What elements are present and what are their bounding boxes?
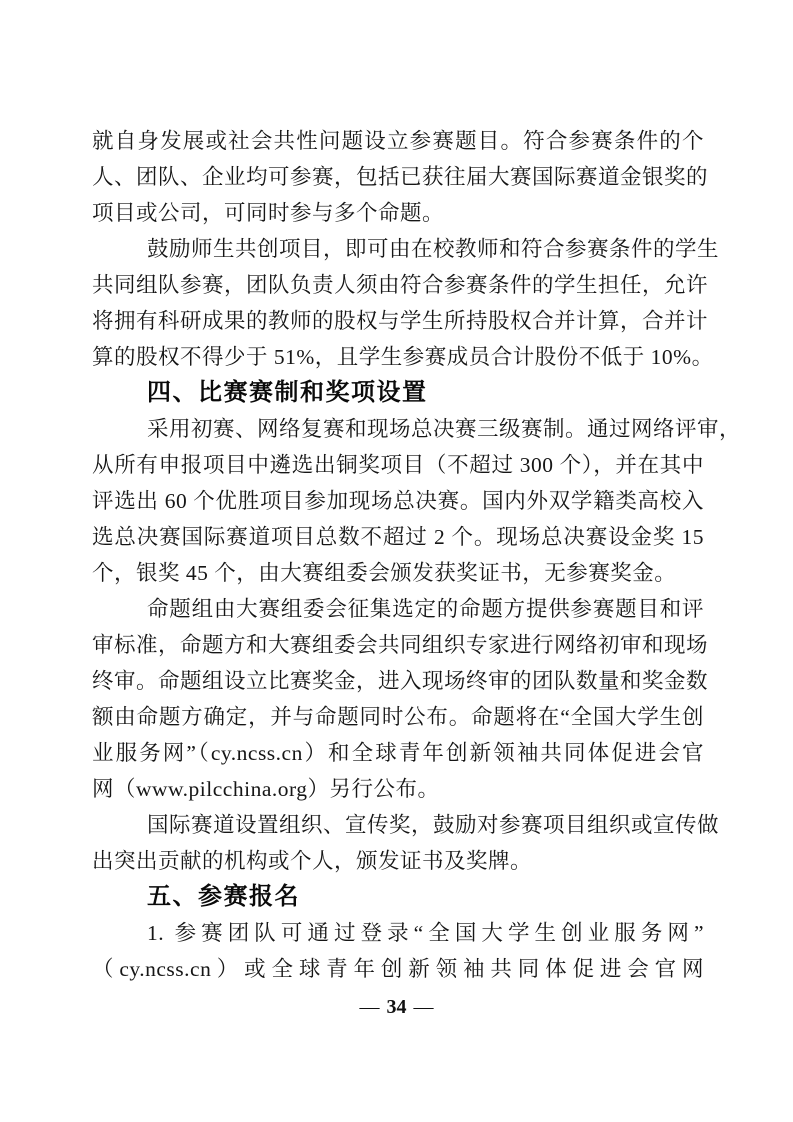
text-line: 就自身发展或社会共性问题设立参赛题目。符合参赛条件的个 (92, 129, 704, 153)
paragraph (92, 411, 742, 591)
text-line: 国际赛道设置组织、宣传奖，鼓励对参赛项目组织或宣传做 (147, 813, 720, 837)
text-line: 将拥有科研成果的教师的股权与学生所持股权合并计算，合并计 (92, 309, 709, 333)
heading-text: 四、比赛赛制和奖项设置 (147, 379, 428, 406)
text-line: 个，银奖 45 个，由大赛组委会颁发获奖证书，无参赛奖金。 (92, 561, 677, 585)
text-line: 从所有申报项目中遴选出铜奖项目（不超过 300 个），并在其中 (92, 453, 704, 477)
text-line: 评选出 60 个优胜项目参加现场总决赛。国内外双学籍类高校入 (92, 489, 704, 513)
text-line: 出突出贡献的机构或个人，颁发证书及奖牌。 (92, 849, 533, 873)
text-line: 额由命题方确定，并与命题同时公布。命题将在“全国大学生创 (92, 705, 704, 729)
footer-dash-left: — (359, 996, 380, 1018)
section-heading (92, 879, 704, 915)
paragraph (92, 123, 709, 231)
paragraph (92, 807, 720, 879)
text-line: 网（www.pilcchina.org）另行公布。 (92, 777, 440, 801)
document-body (92, 123, 742, 987)
footer-dash-right: — (413, 996, 434, 1018)
page-footer (0, 994, 793, 1020)
text-line: 命题组由大赛组委会征集选定的命题方提供参赛题目和评 (147, 597, 704, 621)
text-line: 采用初赛、网络复赛和现场总决赛三级赛制。通过网络评审， (147, 417, 742, 441)
paragraph (92, 231, 720, 375)
text-line: 项目或公司，可同时参与多个命题。 (92, 201, 445, 225)
text-line: 算的股权不得少于 51%，且学生参赛成员合计股份不低于 10%。 (92, 345, 714, 369)
heading-text: 五、参赛报名 (147, 883, 300, 910)
section-heading (92, 375, 704, 411)
text-line: 终审。命题组设立比赛奖金，进入现场终审的团队数量和奖金数 (92, 669, 709, 693)
text-line: 1. 参赛团队可通过登录“全国大学生创业服务网” (147, 921, 704, 945)
text-line: 审标准，命题方和大赛组委会共同组织专家进行网络初审和现场 (92, 633, 709, 657)
footer-page-number: 34 (386, 996, 407, 1018)
text-line: （cy.ncss.cn）或全球青年创新领袖共同体促进会官网 (92, 957, 704, 981)
paragraph (92, 915, 704, 987)
paragraph (92, 591, 709, 807)
text-line: 共同组队参赛，团队负责人须由符合参赛条件的学生担任，允许 (92, 273, 709, 297)
text-line: 人、团队、企业均可参赛，包括已获往届大赛国际赛道金银奖的 (92, 165, 709, 189)
text-line: 鼓励师生共创项目，即可由在校教师和符合参赛条件的学生 (147, 237, 720, 261)
text-line: 业服务网”（cy.ncss.cn）和全球青年创新领袖共同体促进会官 (92, 741, 704, 765)
text-line: 选总决赛国际赛道项目总数不超过 2 个。现场总决赛设金奖 15 (92, 525, 704, 549)
